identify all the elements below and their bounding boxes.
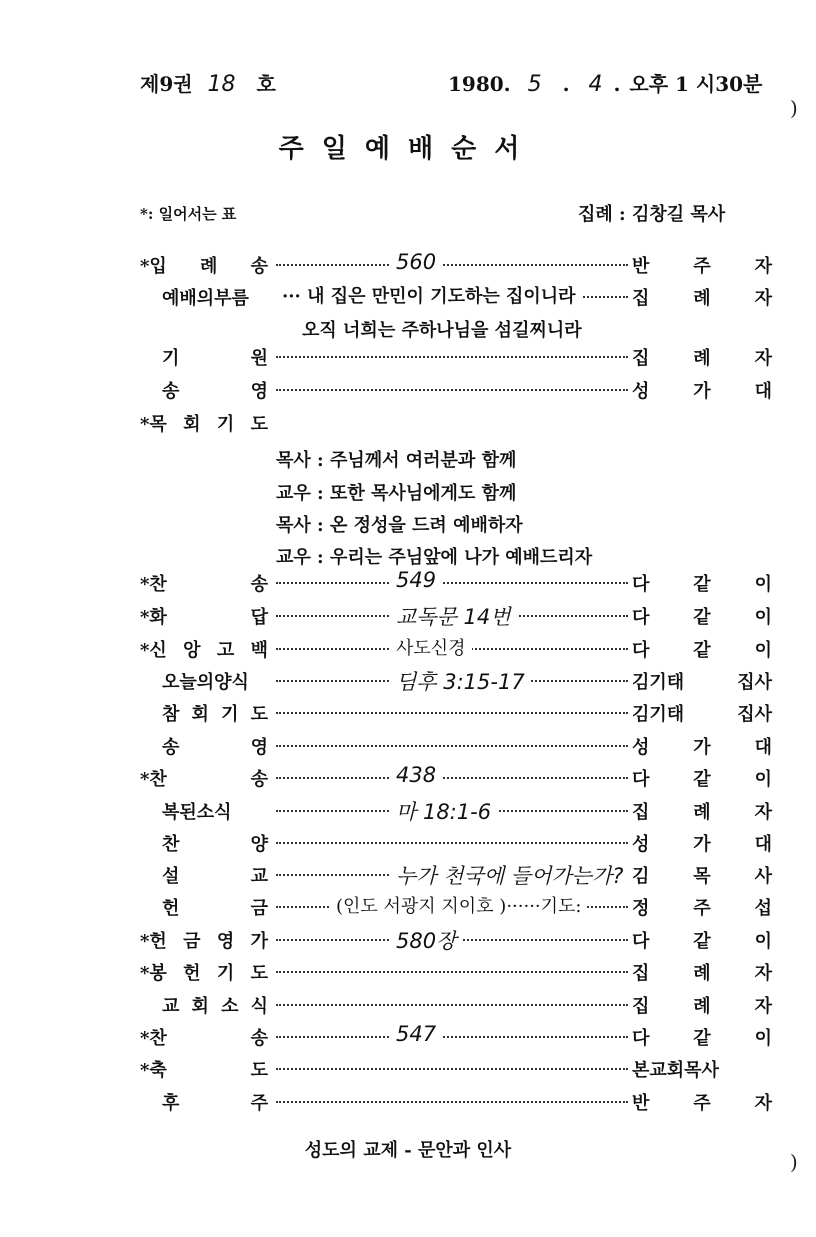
service-item-label: 오늘의양식 bbox=[162, 672, 249, 693]
responsive-line: 목사 : 주님께서 여러분과 함께 bbox=[276, 450, 517, 471]
service-item-leader: 집 례 자 bbox=[632, 348, 772, 369]
service-item bbox=[140, 700, 780, 730]
service-item-detail: 누가 천국에 들어가는가? bbox=[390, 860, 629, 890]
service-item-leader: 김기태 집사 bbox=[632, 704, 772, 725]
service-item-label: *찬 송 bbox=[140, 769, 268, 790]
service-item-label: 참 회 기 도 bbox=[162, 704, 268, 725]
responsive-line: 교우 : 또한 목사님에게도 함께 bbox=[276, 483, 517, 504]
service-item-leader: 다 같 이 bbox=[632, 931, 772, 952]
service-item bbox=[140, 636, 780, 666]
service-item bbox=[140, 570, 780, 600]
leader-dots bbox=[276, 1101, 628, 1103]
service-item-leader: 김기태 집사 bbox=[632, 672, 772, 693]
leader-dots bbox=[276, 1068, 628, 1070]
service-item bbox=[140, 377, 780, 407]
service-item-leader: 성 가 대 bbox=[632, 834, 772, 855]
service-item bbox=[140, 894, 780, 924]
service-item-leader: 반 주 자 bbox=[632, 1093, 772, 1114]
leader-dots bbox=[276, 389, 628, 391]
service-item bbox=[140, 927, 780, 957]
service-item-leader: 집 례 자 bbox=[632, 802, 772, 823]
service-item-detail: ··· 내 집은 만민이 기도하는 집이니라 bbox=[276, 282, 582, 308]
service-item-leader: 집 례 자 bbox=[632, 963, 772, 984]
leader-dots bbox=[276, 1004, 628, 1006]
leader-dots bbox=[276, 712, 628, 714]
service-item-label: 헌 금 bbox=[162, 898, 268, 919]
service-item-detail: 549 bbox=[390, 568, 442, 592]
service-item-detail: 교독문 14번 bbox=[390, 601, 517, 631]
leader-dots bbox=[276, 971, 628, 973]
service-item-leader: 다 같 이 bbox=[632, 769, 772, 790]
service-item-leader: 다 같 이 bbox=[632, 640, 772, 661]
service-item bbox=[140, 1056, 780, 1086]
service-item-detail: 마 18:1-6 bbox=[390, 796, 497, 826]
service-item-label: *찬 송 bbox=[140, 1028, 268, 1049]
fellowship-note: 성도의 교제 - 문안과 인사 bbox=[304, 1140, 512, 1161]
service-item-label: *축 도 bbox=[140, 1060, 268, 1081]
service-item bbox=[140, 733, 780, 763]
service-item bbox=[140, 410, 780, 440]
leader-dots bbox=[276, 777, 628, 779]
leader-dots bbox=[276, 842, 628, 844]
service-time: 오후 1 시30분 bbox=[629, 72, 763, 96]
service-item bbox=[140, 252, 780, 282]
service-item bbox=[140, 1089, 780, 1119]
service-item-label: 송 영 bbox=[162, 381, 268, 402]
service-item bbox=[140, 862, 780, 892]
service-item-leader: 다 같 이 bbox=[632, 1028, 772, 1049]
service-item-label: 설 교 bbox=[162, 866, 268, 887]
leader-dots bbox=[276, 1036, 628, 1038]
service-date: 1980. 5 . 4 . 오후 1 시30분 bbox=[448, 72, 763, 97]
standing-legend: *: 일어서는 표 bbox=[140, 205, 237, 223]
service-item-leader: 정 주 섭 bbox=[632, 898, 772, 919]
service-item bbox=[140, 765, 780, 795]
service-item bbox=[140, 798, 780, 828]
service-item-leader: 성 가 대 bbox=[632, 737, 772, 758]
scan-mark: ) bbox=[790, 96, 798, 120]
service-item-label: 송 영 bbox=[162, 737, 268, 758]
scan-mark: ) bbox=[790, 1150, 798, 1174]
responsive-line: 교우 : 우리는 주님앞에 나가 예배드리자 bbox=[276, 547, 593, 568]
service-item-label: *신 앙 고 백 bbox=[140, 640, 268, 661]
service-item bbox=[140, 668, 780, 698]
service-item-leader: 김 목 사 bbox=[632, 866, 772, 887]
service-item-label: *찬 송 bbox=[140, 574, 268, 595]
service-item-label: 찬 양 bbox=[162, 834, 268, 855]
service-item-label: *봉 헌 기 도 bbox=[140, 963, 268, 984]
issue-suffix: 호 bbox=[256, 72, 276, 96]
call-to-worship-line2: 오직 너희는 주하나님을 섬길찌니라 bbox=[302, 320, 582, 341]
service-item-detail: 560 bbox=[390, 250, 442, 274]
page-title: 주일예배순서 bbox=[278, 134, 538, 164]
leader-dots bbox=[276, 264, 628, 266]
service-item-leader: 집 례 자 bbox=[632, 288, 772, 309]
service-item bbox=[140, 344, 780, 374]
service-item-leader: 본교회목사 bbox=[632, 1060, 719, 1081]
service-item-detail: 438 bbox=[390, 763, 442, 787]
service-item-label: *목 회 기 도 bbox=[140, 414, 268, 435]
service-item-label: *입 례 송 bbox=[140, 256, 268, 277]
service-item-label: 복된소식 bbox=[162, 802, 232, 823]
responsive-line: 목사 : 온 정성을 드려 예배하자 bbox=[276, 515, 523, 536]
presider: 집례 : 김창길 목사 bbox=[578, 204, 726, 225]
service-item bbox=[140, 959, 780, 989]
service-item-label: 교 회 소 식 bbox=[162, 996, 268, 1017]
service-item-label: 기 원 bbox=[162, 348, 268, 369]
service-item bbox=[140, 992, 780, 1022]
service-item-detail: 딤후 3:15-17 bbox=[390, 666, 531, 696]
service-item-leader: 집 례 자 bbox=[632, 996, 772, 1017]
service-item-label: *화 답 bbox=[140, 607, 268, 628]
service-item-detail: 580장 bbox=[390, 925, 462, 955]
service-item-label: 예배의부름 bbox=[162, 288, 249, 309]
service-item bbox=[140, 1024, 780, 1054]
service-item bbox=[140, 284, 780, 314]
service-item-detail: (인도 서광지 지이호 )······기도: bbox=[330, 892, 587, 918]
service-item-leader: 다 같 이 bbox=[632, 607, 772, 628]
service-item-leader: 성 가 대 bbox=[632, 381, 772, 402]
issue-number: 18 bbox=[207, 72, 236, 97]
service-item-leader: 반 주 자 bbox=[632, 256, 772, 277]
leader-dots bbox=[276, 582, 628, 584]
service-item bbox=[140, 603, 780, 633]
leader-dots bbox=[276, 356, 628, 358]
service-item-label: 후 주 bbox=[162, 1093, 268, 1114]
volume-label: 제9권 18 호 bbox=[140, 72, 276, 97]
service-item-detail: 사도신경 bbox=[390, 634, 472, 660]
service-item-leader: 다 같 이 bbox=[632, 574, 772, 595]
leader-dots bbox=[276, 745, 628, 747]
service-item-detail: 547 bbox=[390, 1022, 442, 1046]
service-item bbox=[140, 830, 780, 860]
service-item-label: *헌 금 영 가 bbox=[140, 931, 268, 952]
